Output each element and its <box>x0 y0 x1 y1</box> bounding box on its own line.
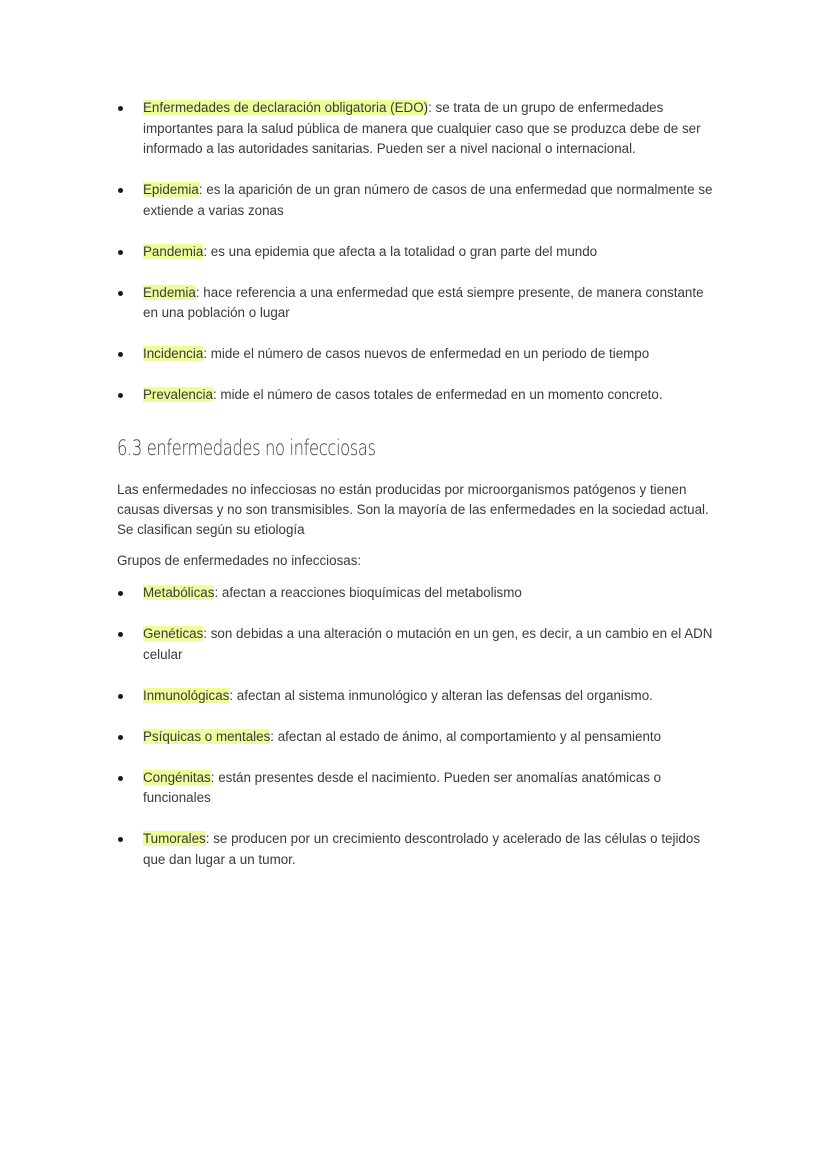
highlighted-term: Metabólicas <box>143 585 215 600</box>
bullet-icon <box>118 735 123 740</box>
term-definition: : es la aparición de un gran número de casos de una enfermedad que normalmente se extiende a varias zonas <box>143 182 713 218</box>
list-item <box>117 768 717 809</box>
term-definition: : afectan al estado de ánimo, al comportamiento y al pensamiento <box>270 728 662 744</box>
epidemiology-terms-list <box>117 98 717 406</box>
bullet-icon <box>118 591 123 596</box>
term-definition: : es una epidemia que afecta a la totalidad o gran parte del mundo <box>203 243 598 259</box>
highlighted-term: Psíquicas o mentales <box>143 728 271 744</box>
bullet-icon <box>118 291 123 296</box>
bullet-icon <box>118 632 123 637</box>
term-definition: : son debidas a una alteración o mutación en un gen, es decir, a un cambio en el ADN celular <box>143 626 713 662</box>
list-item <box>117 727 717 748</box>
highlighted-term: Endemia <box>143 284 196 300</box>
term-definition: : se producen por un crecimiento descontrolado y acelerado de las células o tejidos que dan lugar a un tumor. <box>143 831 701 867</box>
highlighted-term: Inmunológicas <box>143 687 230 703</box>
list-item <box>117 686 717 707</box>
highlighted-term: Tumorales <box>143 831 206 846</box>
highlighted-term: Prevalencia <box>143 387 213 402</box>
list-item <box>117 180 717 221</box>
bullet-icon <box>118 694 123 699</box>
term-definition: : hace referencia a una enfermedad que está siempre presente, de manera constante en una población o lugar <box>143 284 704 320</box>
list-item <box>117 829 717 870</box>
term-definition: : afectan a reacciones bioquímicas del metabolismo <box>214 585 522 600</box>
bullet-icon <box>118 106 123 111</box>
bullet-icon <box>118 776 123 781</box>
term-definition: : afectan al sistema inmunológico y alteran las defensas del organismo. <box>229 687 653 703</box>
list-item <box>117 385 717 406</box>
bullet-icon <box>118 837 123 842</box>
term-definition: : mide el número de casos nuevos de enfermedad en un periodo de tiempo <box>203 346 650 361</box>
bullet-icon <box>118 352 123 357</box>
list-item <box>117 98 717 160</box>
term-definition: : se trata de un grupo de enfermedades importantes para la salud pública de manera que cualquier caso que se produzca debe de ser informado a las autoridades sanitarias. Pueden ser a nivel nacional o internacional. <box>143 100 701 156</box>
term-definition: : están presentes desde el nacimiento. Pueden ser anomalías anatómicas o funcionales <box>143 769 662 805</box>
highlighted-term: Genéticas <box>143 626 204 641</box>
groups-label: Grupos de enfermedades no infecciosas: <box>117 553 362 568</box>
list-item <box>117 344 717 365</box>
section-intro-paragraph: Las enfermedades no infecciosas no están producidas por microorganismos patógenos y tienen causas diversas y no son transmisibles. Son la mayoría de las enfermedades en la sociedad actual. Se clasifican según su etiología <box>117 482 709 537</box>
highlighted-term: Enfermedades de declaración obligatoria (EDO) <box>143 100 429 115</box>
non-infectious-groups-list <box>117 583 717 870</box>
list-item <box>117 283 717 324</box>
highlighted-term: Incidencia <box>143 346 204 361</box>
highlighted-term: Epidemia <box>143 182 199 197</box>
highlighted-term: Pandemia <box>143 243 204 259</box>
highlighted-term: Congénitas <box>143 769 211 785</box>
bullet-icon <box>118 393 123 398</box>
list-item <box>117 583 717 604</box>
section-heading: 6.3 enfermedades no infecciosas <box>117 436 376 460</box>
bullet-icon <box>118 188 123 193</box>
list-item <box>117 624 717 665</box>
term-definition: : mide el número de casos totales de enfermedad en un momento concreto. <box>212 387 663 402</box>
list-item <box>117 242 717 263</box>
bullet-icon <box>118 250 123 255</box>
